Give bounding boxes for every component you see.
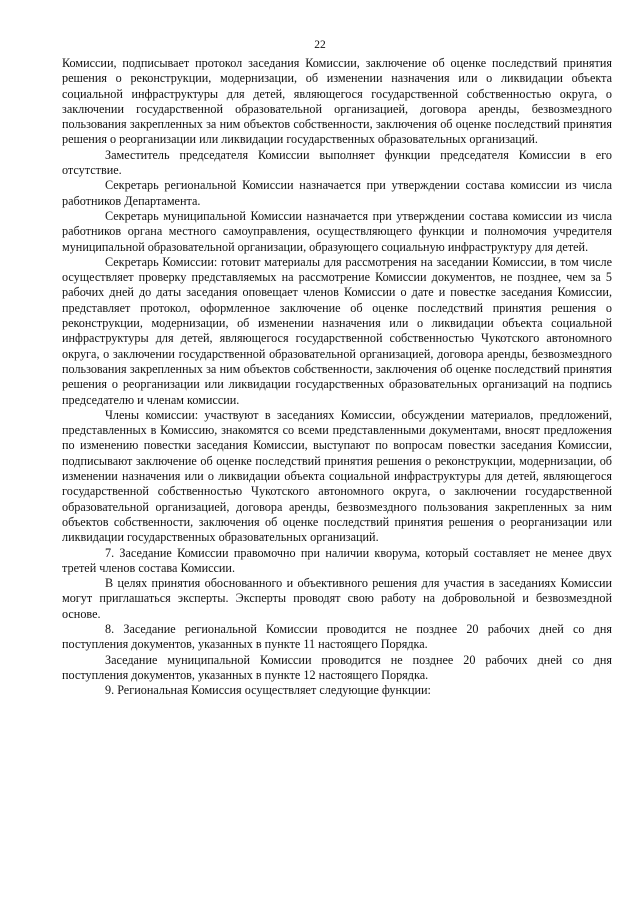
- paragraph-secretary-duties: Секретарь Комиссии: готовит материалы для рассмотрения на заседании Комиссии, в том числе осуществляет проверку представляемых на рассмотрение Комиссии документов, не позднее, чем за 5 рабочих дней до даты заседания оповещает членов Комиссии о дате и повестке заседания Комиссии, представляет протокол, оформленное заключение об оценке последствий принятия решения о реконструкции, модернизации, об изменении назначения или о ликвидации объекта социальной инфраструктуры для детей, являющегося государственной собственностью Чукотского автономного округа, о заключении государственной образовательной организацией, договора аренды, безвозмездного пользования закрепленных за ним объектов собственности, заключения об оценке последствий принятия решения о реорганизации или ликвидации государственных образовательных организаций на подпись председателю и членам комиссии.: [62, 254, 612, 407]
- paragraph-members-duties: Члены комиссии: участвуют в заседаниях Комиссии, обсуждении материалов, предложений, представленных в Комиссию, знакомятся со всеми представленными документами, вносят предложения по изменению повестки заседания Комиссии, выступают по вопросам повестки заседания Комиссии, подписывают заключение об оценке последствий принятия решения о реконструкции, модернизации, об изменении назначения или о ликвидации объекта социальной инфраструктуры для детей, являющегося государственной собственностью Чукотского автономного округа, о заключении государственной образовательной организацией, договора аренды, безвозмездного пользования закрепленных за ним объектов собственности, заключения об оценке последствий принятия решения о реорганизации или ликвидации государственных образовательных организаций.: [62, 407, 612, 545]
- paragraph-continuation: Комиссии, подписывает протокол заседания Комиссии, заключение об оценке последствий принятия решения о реконструкции, модернизации, об изменении назначения или о ликвидации объекта социальной инфраструктуры для детей, являющегося государственной собственностью округа, о заключении государственной образовательной организацией, договора аренды, безвозмездного пользования закрепленных за ним объектов собственности, заключения об оценке последствий принятия решения о реорганизации или ликвидации государственных образовательных организаций.: [62, 56, 612, 147]
- paragraph-experts: В целях принятия обоснованного и объективного решения для участия в заседаниях Комиссии могут приглашаться эксперты. Эксперты проводят свою работу на добровольной и безвозмездной основе.: [62, 576, 612, 621]
- paragraph-deputy-chair: Заместитель председателя Комиссии выполняет функции председателя Комиссии в его отсутствие.: [62, 147, 612, 178]
- paragraph-item-9: 9. Региональная Комиссия осуществляет следующие функции:: [105, 683, 431, 698]
- paragraph-municipal-meeting: Заседание муниципальной Комиссии проводится не позднее 20 рабочих дней со дня поступления документов, указанных в пункте 12 настоящего Порядка.: [62, 652, 612, 682]
- paragraph-regional-secretary: Секретарь региональной Комиссии назначается при утверждении состава комиссии из числа работников Департамента.: [62, 178, 612, 208]
- page-number: 22: [314, 39, 326, 51]
- document-body: [62, 56, 612, 698]
- paragraph-item-8: 8. Заседание региональной Комиссии проводится не позднее 20 рабочих дней со дня поступления документов, указанных в пункте 11 настоящего Порядка.: [62, 621, 612, 652]
- paragraph-municipal-secretary: Секретарь муниципальной Комиссии назначается при утверждении состава комиссии из числа работников органа местного самоуправления, осуществляющего функции и полномочия учредителя муниципальной образовательной организации, образующего социальную инфраструктуру для детей.: [62, 208, 612, 254]
- paragraph-item-7: 7. Заседание Комиссии правомочно при наличии кворума, который составляет не менее двух третей членов состава Комиссии.: [62, 545, 612, 575]
